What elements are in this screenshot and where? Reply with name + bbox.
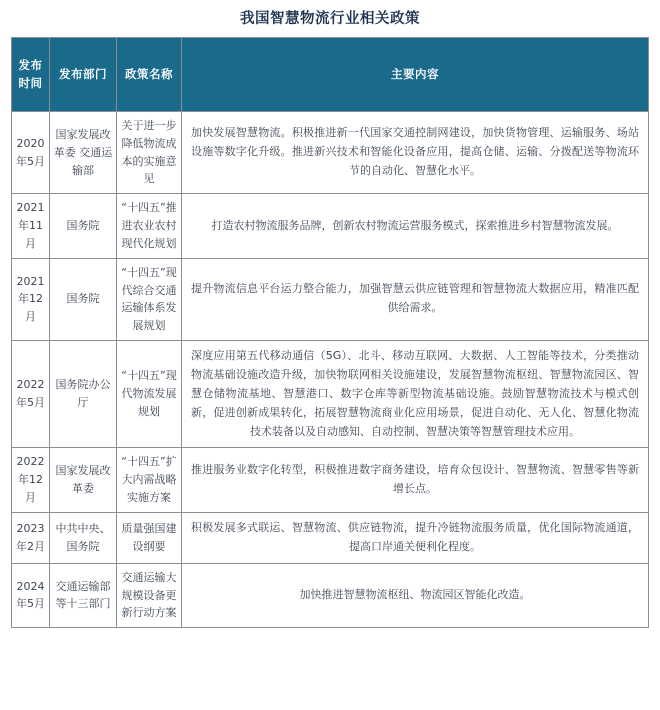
cell-main-content: 打造农村物流服务品牌，创新农村物流运营服务模式，探索推进乡村智慧物流发展。 xyxy=(182,194,649,258)
cell-main-content: 积极发展多式联运、智慧物流、供应链物流，提升冷链物流服务质量，优化国际物流通道，提高口岸通关便利化程度。 xyxy=(182,512,649,563)
page-title: 我国智慧物流行业相关政策 xyxy=(240,11,420,27)
cell-publish-date: 2022年5月 xyxy=(12,340,50,448)
table-header xyxy=(12,38,649,112)
column-header-name: 政策名称 xyxy=(117,38,182,112)
table-row xyxy=(12,448,649,512)
cell-publish-department: 国家发展改革委 交通运输部 xyxy=(50,112,117,194)
column-header-dept: 发布部门 xyxy=(50,38,117,112)
cell-main-content: 提升物流信息平台运力整合能力，加强智慧云供应链管理和智慧物流大数据应用，精准匹配供给需求。 xyxy=(182,258,649,340)
table-row xyxy=(12,340,649,448)
cell-policy-name: 关于进一步降低物流成本的实施意见 xyxy=(117,112,182,194)
table-row xyxy=(12,258,649,340)
cell-publish-date: 2021年11月 xyxy=(12,194,50,258)
table-body xyxy=(12,112,649,628)
column-header-main: 主要内容 xyxy=(182,38,649,112)
cell-publish-department: 交通运输部等十三部门 xyxy=(50,563,117,627)
table-row xyxy=(12,563,649,627)
cell-publish-date: 2023年2月 xyxy=(12,512,50,563)
cell-publish-date: 2022年12月 xyxy=(12,448,50,512)
cell-main-content: 深度应用第五代移动通信（5G）、北斗、移动互联网、大数据、人工智能等技术，分类推动物流基础设施改造升级，加快物联网相关设施建设，发展智慧物流枢纽、智慧物流园区、智慧仓储物流基地、智慧港口、数字仓库等新型物流基础设施。鼓励智慧物流技术与模式创新，促进创新成果转化，拓展智慧物流商业化应用场景，促进自动化、无人化、智慧化物流技术装备以及自动感知、自动控制、智慧决策等智慧管理技术应用。 xyxy=(182,340,649,448)
cell-publish-department: 国务院 xyxy=(50,194,117,258)
cell-policy-name: “十四五”扩大内需战略实施方案 xyxy=(117,448,182,512)
cell-publish-department: 国家发展改革委 xyxy=(50,448,117,512)
cell-main-content: 推进服务业数字化转型，积极推进数字商务建设，培育众包设计、智慧物流、智慧零售等新增长点。 xyxy=(182,448,649,512)
table-row xyxy=(12,112,649,194)
table-row xyxy=(12,194,649,258)
cell-main-content: 加快推进智慧物流枢纽、物流园区智能化改造。 xyxy=(182,563,649,627)
cell-publish-department: 中共中央、国务院 xyxy=(50,512,117,563)
table-row xyxy=(12,512,649,563)
cell-main-content: 加快发展智慧物流。积极推进新一代国家交通控制网建设，加快货物管理、运输服务、场站设施等数字化升级。推进新兴技术和智能化设备应用，提高仓储、运输、分拨配送等物流环节的自动化、智慧化水平。 xyxy=(182,112,649,194)
cell-publish-department: 国务院 xyxy=(50,258,117,340)
header-row xyxy=(12,38,649,112)
policy-table xyxy=(11,37,649,628)
cell-policy-name: 质量强国建设纲要 xyxy=(117,512,182,563)
cell-publish-date: 2021年12月 xyxy=(12,258,50,340)
table-container xyxy=(11,37,648,628)
cell-policy-name: “十四五”现代综合交通运输体系发展规划 xyxy=(117,258,182,340)
cell-policy-name: “十四五”推进农业农村现代化规划 xyxy=(117,194,182,258)
cell-policy-name: 交通运输大规模设备更新行动方案 xyxy=(117,563,182,627)
cell-publish-date: 2024年5月 xyxy=(12,563,50,627)
cell-publish-date: 2020年5月 xyxy=(12,112,50,194)
cell-publish-department: 国务院办公厅 xyxy=(50,340,117,448)
cell-policy-name: “十四五”现代物流发展规划 xyxy=(117,340,182,448)
column-header-date: 发布时间 xyxy=(12,38,50,112)
